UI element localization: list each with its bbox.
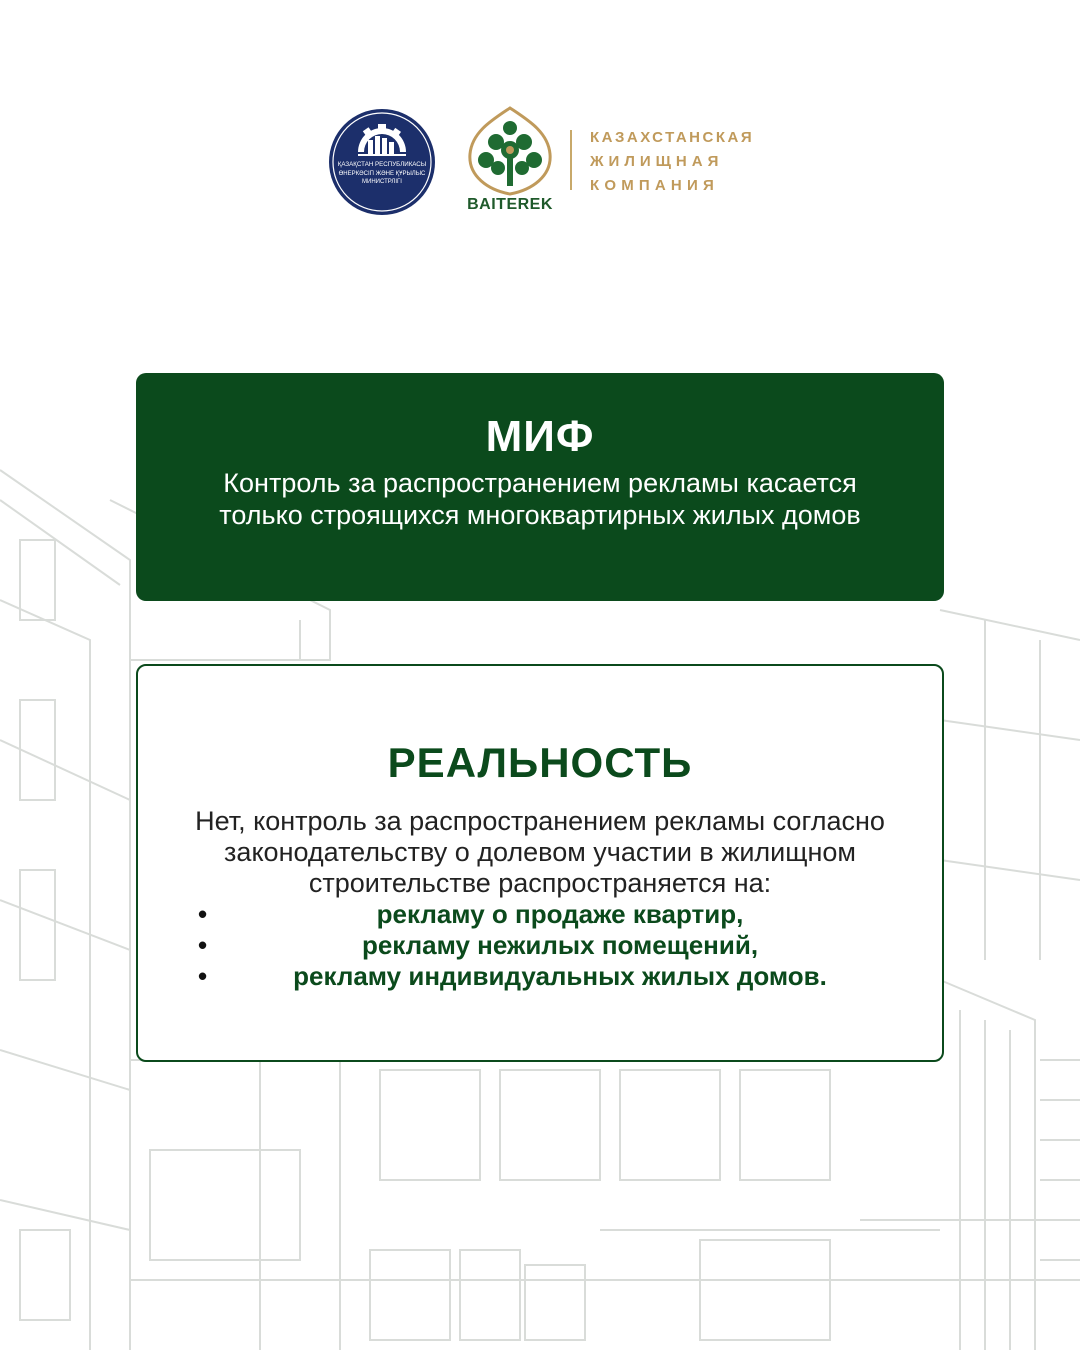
ministry-line-3: МИНИСТРЛІГІ bbox=[362, 179, 402, 185]
bullet-text: рекламу нежилых помещений, bbox=[361, 930, 759, 960]
company-name-line-2: ЖИЛИЩНАЯ bbox=[590, 153, 724, 170]
ministry-line-1: ҚАЗАҚСТАН РЕСПУБЛИКАСЫ bbox=[337, 161, 427, 168]
bullet-dot-icon: • bbox=[198, 961, 208, 991]
header-logos bbox=[0, 100, 1080, 230]
bullet-text: рекламу о продаже квартир, bbox=[376, 899, 744, 929]
reality-text: Нет, контроль за распространением рекламы согласно законодательству о долевом участии в жилищном строительстве распространяется на: bbox=[195, 806, 885, 898]
myth-title: МИФ bbox=[485, 412, 595, 461]
company-name-line-1: КАЗАХСТАНСКАЯ bbox=[590, 129, 755, 146]
bullet-dot-icon: • bbox=[198, 899, 208, 929]
reality-card bbox=[136, 664, 944, 1062]
myth-text: Контроль за распространением рекламы касается только строящихся многоквартирных жилых домов bbox=[219, 468, 861, 530]
myth-card bbox=[136, 373, 944, 601]
logo-divider bbox=[570, 130, 572, 190]
ministry-line-2: ӨНЕРКӘСІП ЖӘНЕ ҚҰРЫЛЫС bbox=[338, 171, 426, 177]
bullet-text: рекламу индивидуальных жилых домов. bbox=[293, 961, 827, 991]
company-name bbox=[590, 126, 754, 198]
company-name-line-3: КОМПАНИЯ bbox=[590, 177, 719, 194]
list-item bbox=[138, 930, 942, 961]
ministry-emblem-icon bbox=[328, 108, 436, 216]
reality-bullet-list bbox=[138, 899, 942, 992]
baiterek-label: BAITEREK bbox=[467, 196, 553, 213]
bullet-dot-icon: • bbox=[198, 930, 208, 960]
baiterek-tree-icon bbox=[462, 106, 558, 196]
reality-title: РЕАЛЬНОСТЬ bbox=[387, 739, 693, 786]
list-item bbox=[138, 899, 942, 930]
list-item bbox=[138, 961, 942, 992]
